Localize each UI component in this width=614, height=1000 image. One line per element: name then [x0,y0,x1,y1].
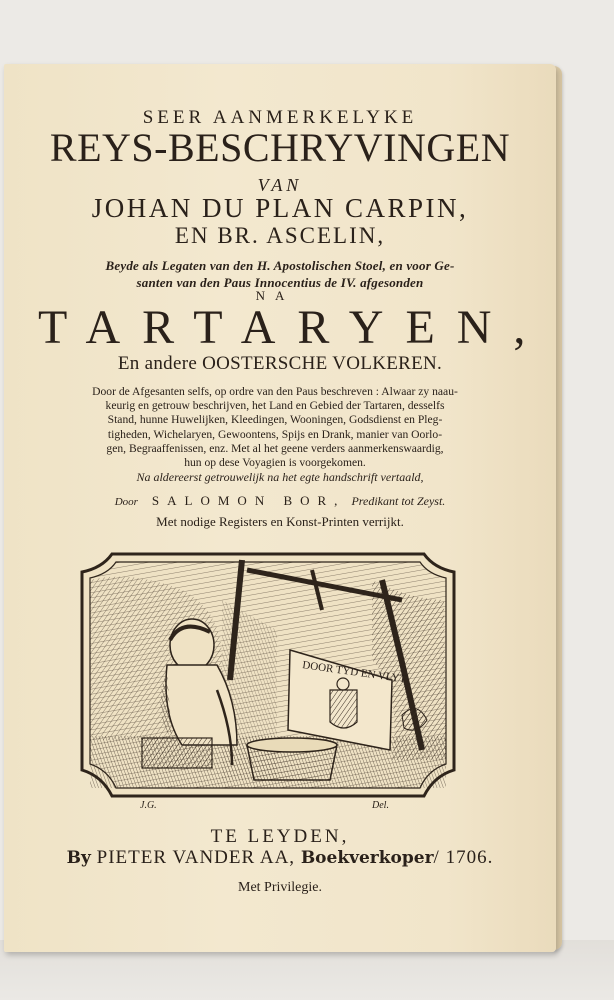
description-line: tigheden, Wichelaryen, Gewoontens, Spijs en Drank, manier van Oorlo- [107,427,443,441]
publisher-by: By [66,848,91,868]
engraving-banner-text: DOOR TYD EN VLYT [301,659,407,686]
title-line-seer: SEER AANMERKELYKE [142,107,418,128]
main-title: REYS-BESCHRYVINGEN [49,125,511,170]
author-line-ascelin: EN BR. ASCELIN, [174,223,386,248]
translator-line [10,493,550,509]
title-line-van: VAN [257,175,303,195]
engraving-del: Del. [372,800,389,811]
description-paragraph [50,385,500,470]
author-line-johan: JOHAN DU PLAN CARPIN, [91,193,469,223]
registers-line: Met nodige Registers en Konst-Printen verrijkt. [156,514,404,529]
subtitle-line-2: santen van den Paus Innocentius de IV. afgesonden [136,275,424,290]
translator-role: Predikant tot Zeyst. [351,494,446,508]
imprint-publisher [10,847,550,869]
engraver-signature: J.G. [140,800,157,811]
translator-name: SALOMON BOR, [151,493,346,508]
translator-door: Door [114,496,138,508]
subtitle-line-1: Beyde als Legaten van den H. Apostolischen Stoel, en voor Ge- [105,258,455,273]
privilege-line: Met Privilegie. [238,880,322,895]
description-line: Door de Afgesanten selfs, op ordre van den Paus beschreven : Alwaar zy naau- [92,385,458,398]
description-line: gen, Begraaffenissen, enz. Met al het geene verders aanmerkenswaardig, [106,441,444,455]
title-line-na-visible: NA [255,288,295,303]
frontispiece-engraving [72,540,464,810]
description-line: Stand, hunne Huwelijken, Kleedingen, Wooningen, Godsdienst en Pleg- [107,413,443,427]
subtitle-volkeren: En andere OOSTERSCHE VOLKEREN. [117,353,443,374]
description-line: keurig en getrouw beschrijven, het Land en Gebied der Tartaren, desselfs [105,399,445,413]
publisher-name: PIETER VANDER AA, [96,847,296,868]
description-line: hun op dese Voyagien is voorgekomen. [184,456,366,470]
destination-title: TARTARYEN, [38,301,548,354]
publisher-trade: Boekverkoper [300,848,434,868]
imprint-place: TE LEYDEN, [210,826,350,847]
publisher-year: / 1706. [433,847,494,868]
translation-note: Na aldereerst getrouwelijk na het egte handschrift vertaald, [136,470,424,484]
